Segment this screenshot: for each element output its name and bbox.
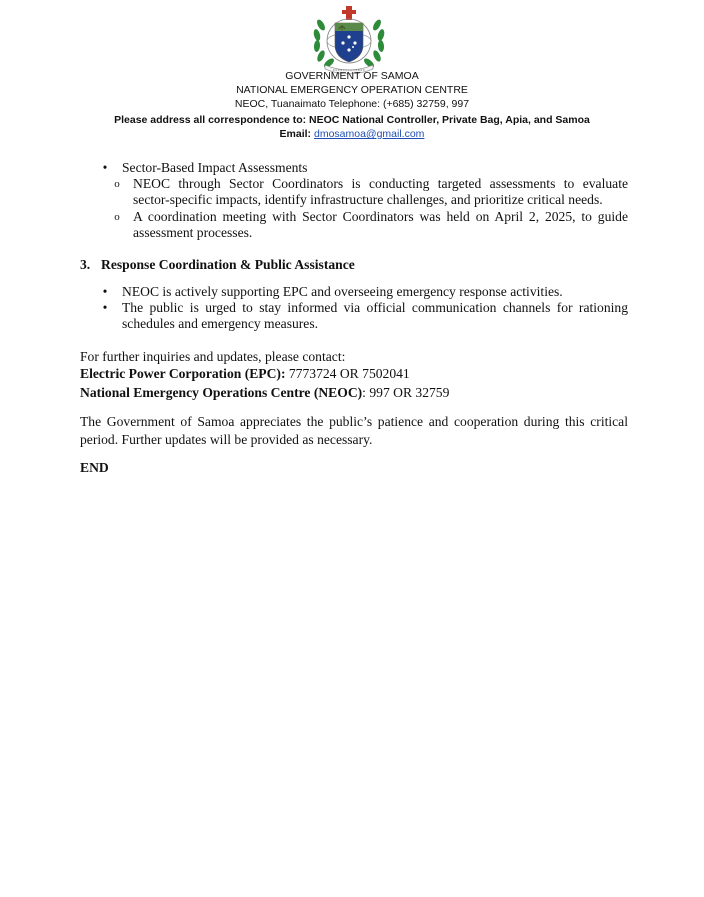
header-centre-name: NATIONAL EMERGENCY OPERATION CENTRE	[236, 84, 468, 96]
contact-epc	[80, 366, 410, 383]
sector-sub2-line1: A coordination meeting with Sector Coordinators was held on April 2, 2025, to guide	[133, 209, 628, 224]
section3-number: 3.	[80, 257, 91, 272]
section3-title: Response Coordination & Public Assistance	[101, 257, 355, 272]
bullet-marker: •	[102, 284, 108, 299]
samoa-coat-of-arms-emblem	[309, 5, 389, 75]
header-email-line	[0, 127, 704, 141]
contacts-intro: For further inquiries and updates, please contact:	[80, 349, 346, 364]
end-marker: END	[80, 460, 109, 475]
header-government: GOVERNMENT OF SAMOA	[285, 70, 419, 82]
bullet-marker: •	[102, 300, 108, 315]
contact-neoc	[80, 385, 449, 402]
sector-sub1-line1: NEOC through Sector Coordinators is conducting targeted assessments to evaluate	[133, 176, 628, 191]
contact-neoc-label: National Emergency Operations Centre (NEOC)	[80, 385, 363, 400]
header-correspondence: Please address all correspondence to: NEOC National Controller, Private Bag, Apia, and Samoa	[114, 114, 590, 126]
sub-bullet-marker: o	[114, 178, 120, 190]
sector-sub2-line2: assessment processes.	[133, 225, 253, 240]
header-address-phone: NEOC, Tuanaimato Telephone: (+685) 32759, 997	[234, 98, 470, 110]
contact-epc-label: Electric Power Corporation (EPC):	[80, 366, 286, 381]
section3-bullet1: NEOC is actively supporting EPC and overseeing emergency response activities.	[122, 284, 563, 299]
closing-line1: The Government of Samoa appreciates the public’s patience and cooperation during this critical	[80, 414, 628, 429]
contact-neoc-numbers: : 997 OR 32759	[362, 385, 450, 400]
sector-bullet-heading: Sector-Based Impact Assessments	[122, 160, 308, 175]
bullet-marker: •	[102, 160, 108, 175]
email-link[interactable]: dmosamoa@gmail.com	[313, 128, 425, 140]
contact-epc-numbers: 7773724 OR 7502041	[285, 366, 410, 381]
sector-sub1-line2: sector-specific impacts, identify infrastructure challenges, and prioritize critical needs.	[133, 192, 603, 207]
sub-bullet-marker: o	[114, 211, 120, 223]
section3-bullet2-line2: schedules and emergency measures.	[122, 316, 319, 331]
section3-bullet2-line1: The public is urged to stay informed via official communication channels for rationing	[122, 300, 628, 315]
email-label: Email:	[279, 128, 312, 140]
closing-line2: period. Further updates will be provided as necessary.	[80, 432, 373, 447]
